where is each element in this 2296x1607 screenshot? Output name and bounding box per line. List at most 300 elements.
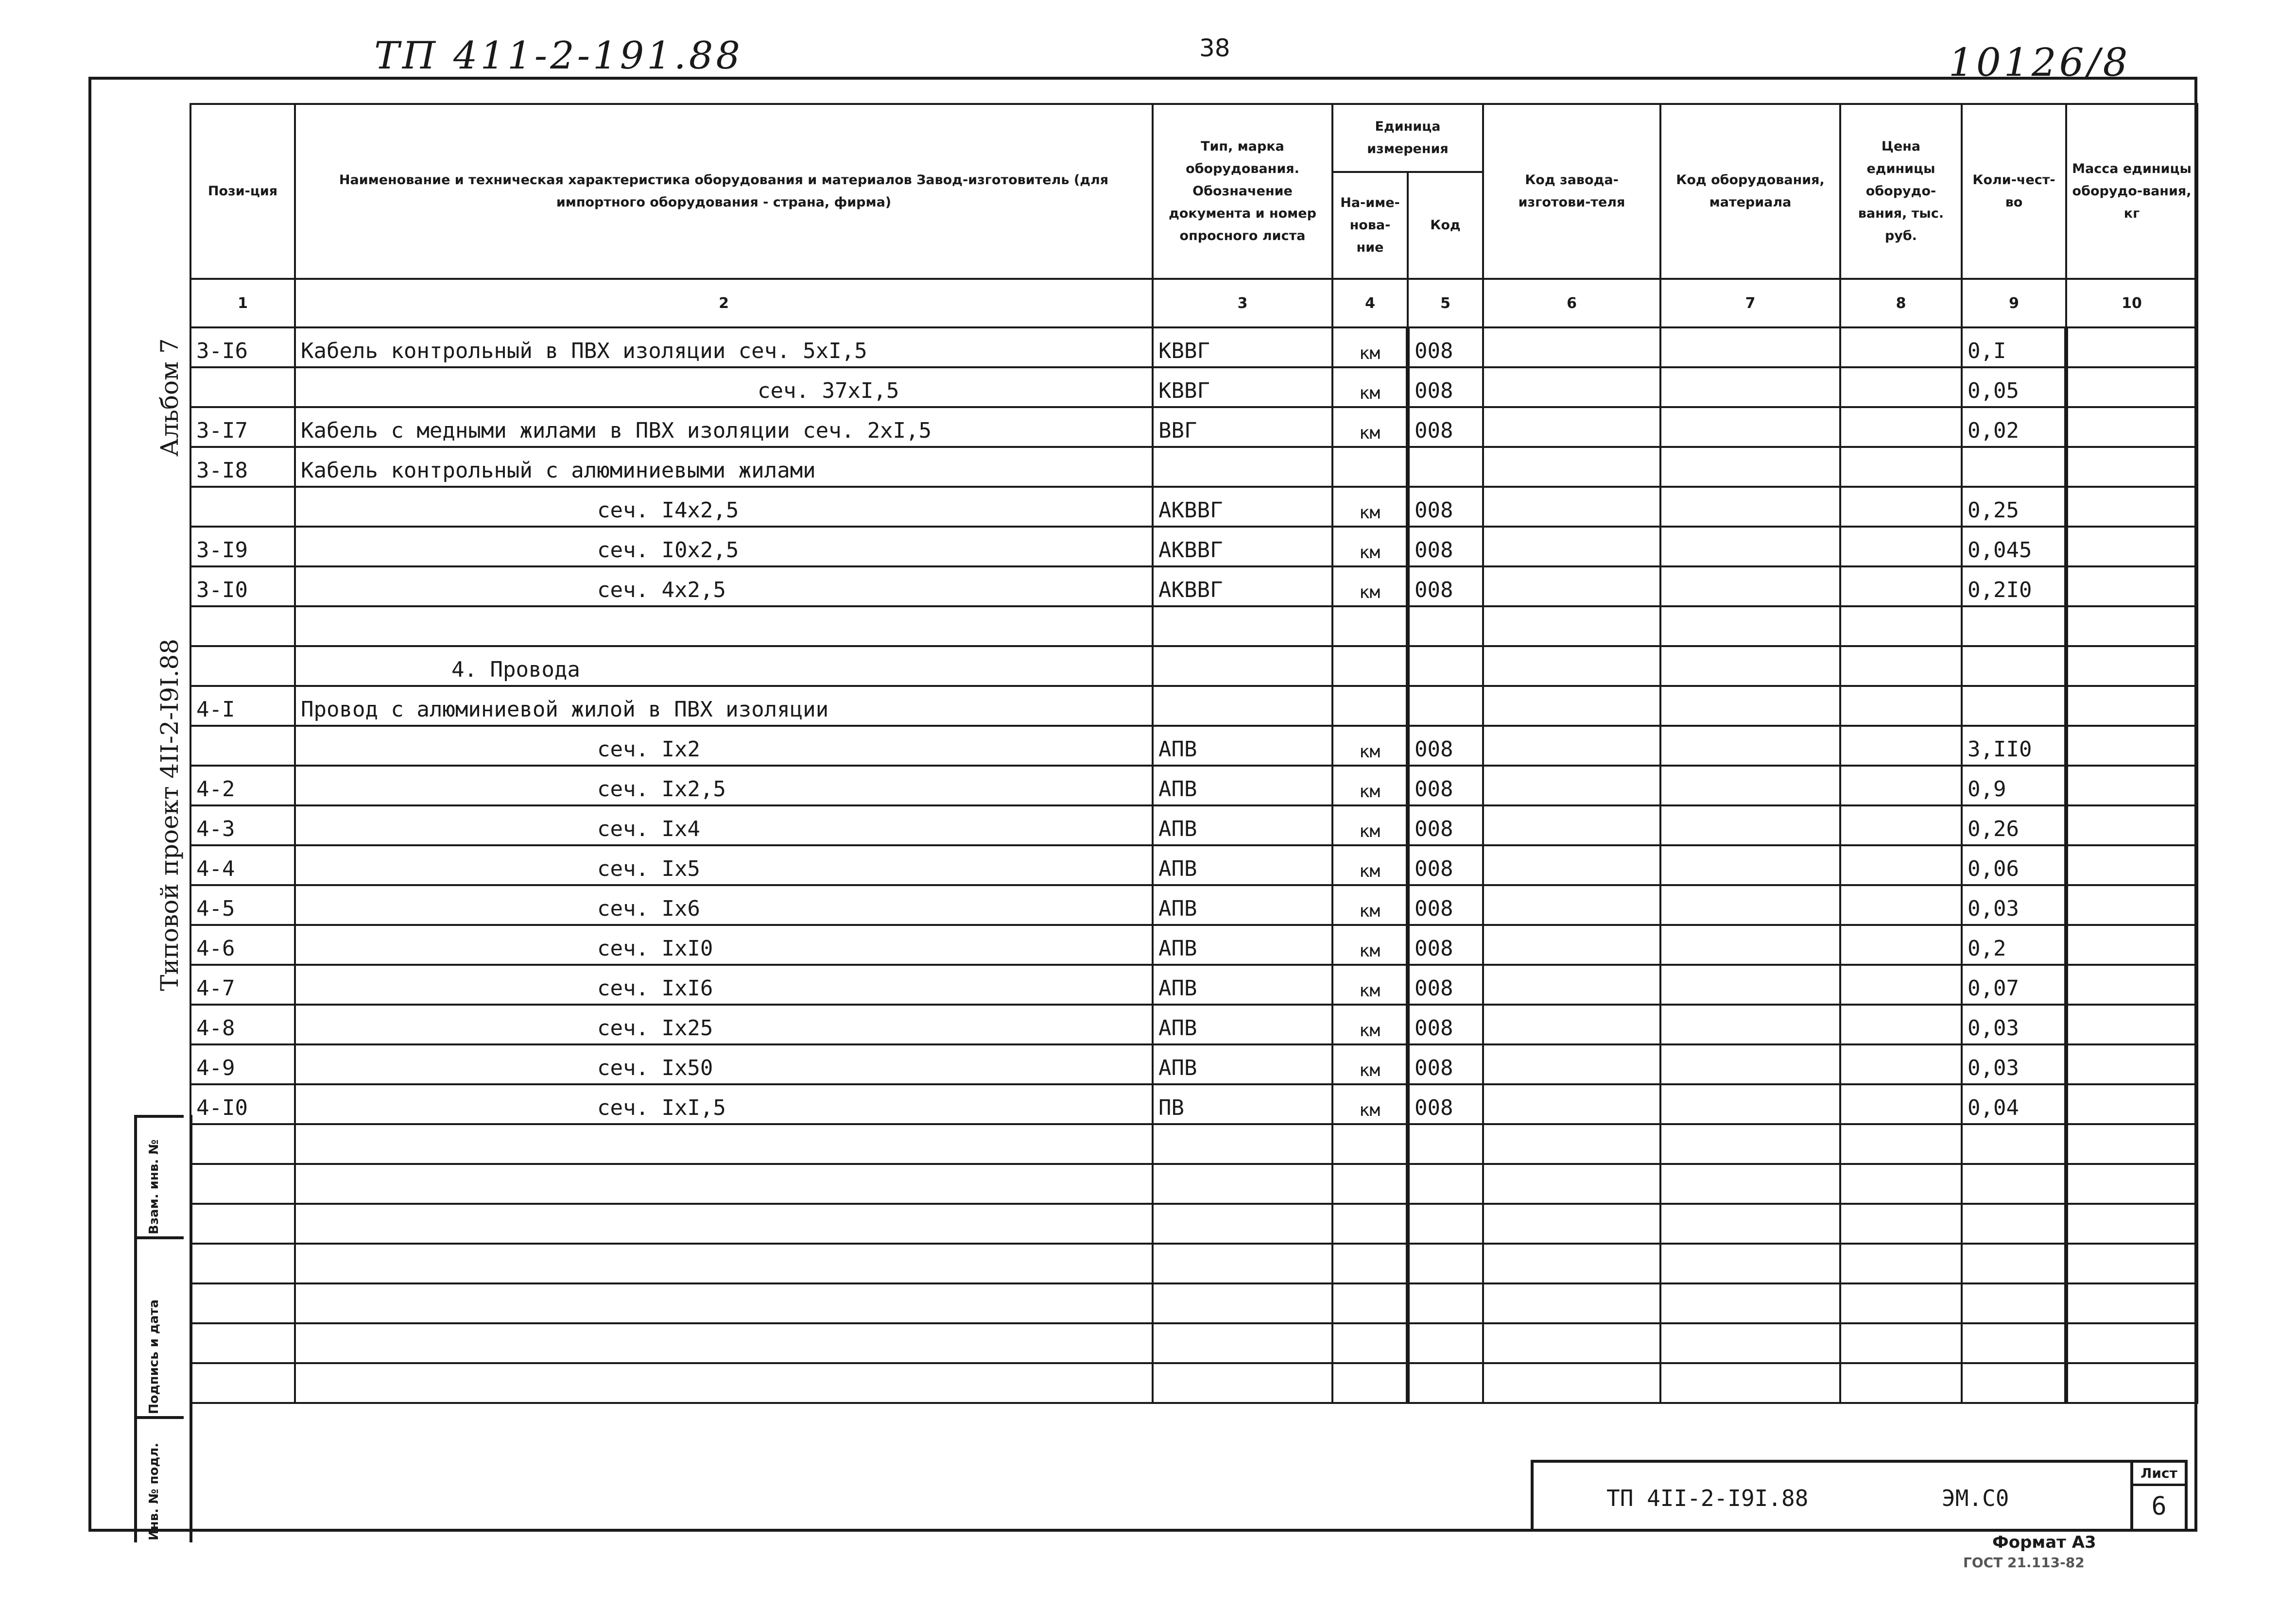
row-price [1840,1005,1962,1044]
blank-cell [295,1283,1153,1323]
row-quantity: 0,25 [1962,487,2066,527]
blank-cell [295,1204,1153,1244]
row-mass [2066,566,2197,606]
row-type: АПВ [1153,925,1332,965]
row-type [1153,606,1332,646]
row-mass [2066,885,2197,925]
table-row [190,606,2197,646]
row-unit-code [1408,606,1483,646]
row-quantity: 3,II0 [1962,726,2066,766]
row-unit-code: 008 [1408,327,1483,367]
table-row [190,407,2197,447]
row-unit [1332,686,1408,726]
row-name: сеч. IхI6 [295,965,1153,1005]
blank-cell [1408,1164,1483,1204]
row-quantity: 0,9 [1962,766,2066,805]
row-quantity [1962,686,2066,726]
row-quantity: 0,2I0 [1962,566,2066,606]
column-number: 7 [1660,279,1840,327]
column-number: 4 [1332,279,1408,327]
blank-cell [1332,1164,1408,1204]
blank-cell [1840,1363,1962,1403]
row-equipment-code [1660,686,1840,726]
row-position: 4-9 [190,1044,295,1084]
row-unit: км [1332,845,1408,885]
row-factory-code [1483,766,1660,805]
blank-cell [295,1124,1153,1164]
row-name: сеч. IхI,5 [295,1084,1153,1124]
row-name: сеч. Iх2 [295,726,1153,766]
blank-cell [1153,1204,1332,1244]
column-number: 2 [295,279,1153,327]
table-row [190,566,2197,606]
row-name: Кабель с медными жилами в ПВХ изоляции сеч. 2хI,5 [295,407,1153,447]
row-unit: км [1332,487,1408,527]
blank-cell [1153,1124,1332,1164]
blank-cell [1332,1124,1408,1164]
row-price [1840,686,1962,726]
row-mass [2066,1084,2197,1124]
row-equipment-code [1660,805,1840,845]
header-unit-group: Единица измерения [1332,104,1483,172]
row-factory-code [1483,925,1660,965]
blank-row [190,1204,2197,1244]
blank-cell [1332,1283,1408,1323]
row-unit: км [1332,766,1408,805]
row-factory-code [1483,885,1660,925]
row-price [1840,885,1962,925]
row-type: КВВГ [1153,367,1332,407]
row-unit-code: 008 [1408,487,1483,527]
row-type: АПВ [1153,805,1332,845]
row-equipment-code [1660,527,1840,566]
row-name: сеч. Iх4 [295,805,1153,845]
format-label: Формат А3 [1992,1533,2096,1552]
row-equipment-code [1660,367,1840,407]
row-name: сеч. IхI0 [295,925,1153,965]
row-name: сеч. I4х2,5 [295,487,1153,527]
blank-cell [1483,1323,1660,1363]
blank-row [190,1363,2197,1403]
blank-cell [2066,1244,2197,1283]
blank-cell [1962,1124,2066,1164]
blank-cell [295,1363,1153,1403]
blank-rows [190,1124,2197,1403]
row-name: Кабель контрольный с алюминиевыми жилами [295,447,1153,487]
row-price [1840,327,1962,367]
row-unit: км [1332,885,1408,925]
row-position: 4-4 [190,845,295,885]
stamp-column [134,1115,192,1542]
blank-cell [1408,1124,1483,1164]
title-doc-mark: ЭМ.С0 [1942,1485,2009,1511]
row-type: АПВ [1153,766,1332,805]
blank-cell [190,1164,295,1204]
row-equipment-code [1660,447,1840,487]
blank-cell [1483,1244,1660,1283]
row-factory-code [1483,1084,1660,1124]
blank-cell [1962,1244,2066,1283]
row-price [1840,367,1962,407]
page-number: 38 [1199,34,1230,62]
row-factory-code [1483,566,1660,606]
row-unit-code: 008 [1408,925,1483,965]
blank-cell [2066,1164,2197,1204]
header-price: Цена единицы оборудо-вания, тыс. руб. [1840,104,1962,279]
row-position: 3-I6 [190,327,295,367]
blank-cell [1840,1244,1962,1283]
header-mass: Масса единицы оборудо-вания, кг [2066,104,2197,279]
column-number: 5 [1408,279,1483,327]
stamp-label-inventory: Инв. № подл. [147,1442,161,1540]
row-price [1840,646,1962,686]
row-mass [2066,527,2197,566]
row-unit [1332,646,1408,686]
row-unit: км [1332,566,1408,606]
row-quantity: 0,06 [1962,845,2066,885]
row-position: 4-I [190,686,295,726]
blank-cell [1660,1363,1840,1403]
row-type: КВВГ [1153,327,1332,367]
row-price [1840,925,1962,965]
row-mass [2066,1044,2197,1084]
row-quantity: 0,02 [1962,407,2066,447]
row-unit-code: 008 [1408,726,1483,766]
row-unit: км [1332,527,1408,566]
row-unit [1332,447,1408,487]
header-unit-name: На-име-нова-ние [1332,172,1408,279]
blank-cell [1660,1164,1840,1204]
row-mass [2066,1005,2197,1044]
blank-cell [1332,1363,1408,1403]
blank-cell [1660,1204,1840,1244]
row-equipment-code [1660,726,1840,766]
row-unit: км [1332,1084,1408,1124]
row-quantity: 0,03 [1962,1005,2066,1044]
table-row [190,885,2197,925]
stamp-label-replacement: Взам. инв. № [147,1139,161,1234]
blank-cell [1153,1363,1332,1403]
row-name: Провод с алюминиевой жилой в ПВХ изоляции [295,686,1153,726]
row-factory-code [1483,686,1660,726]
row-equipment-code [1660,1084,1840,1124]
row-price [1840,1084,1962,1124]
blank-cell [190,1283,295,1323]
column-number-row [190,279,2197,327]
row-equipment-code [1660,606,1840,646]
row-unit: км [1332,1044,1408,1084]
row-unit: км [1332,965,1408,1005]
row-equipment-code [1660,327,1840,367]
blank-cell [1840,1323,1962,1363]
row-unit: км [1332,925,1408,965]
row-equipment-code [1660,965,1840,1005]
row-factory-code [1483,965,1660,1005]
blank-cell [1840,1283,1962,1323]
row-quantity: 0,2 [1962,925,2066,965]
table-row [190,1005,2197,1044]
row-quantity: 0,05 [1962,367,2066,407]
row-equipment-code [1660,1005,1840,1044]
table-row [190,965,2197,1005]
row-factory-code [1483,367,1660,407]
row-type: АПВ [1153,1044,1332,1084]
title-block [1531,1460,2133,1532]
header-position: Пози-ция [190,104,295,279]
blank-cell [1962,1363,2066,1403]
row-quantity [1962,447,2066,487]
row-price [1840,566,1962,606]
blank-cell [1660,1323,1840,1363]
row-unit-code: 008 [1408,805,1483,845]
table-row [190,686,2197,726]
blank-cell [1962,1323,2066,1363]
header-quantity: Коли-чест-во [1962,104,2066,279]
header-equipment-code: Код оборудования, материала [1660,104,1840,279]
row-unit-code: 008 [1408,965,1483,1005]
blank-cell [190,1124,295,1164]
row-name: 4. Провода [295,646,1153,686]
row-price [1840,527,1962,566]
table-row [190,487,2197,527]
row-quantity [1962,646,2066,686]
blank-cell [1153,1164,1332,1204]
blank-cell [1483,1363,1660,1403]
row-type [1153,686,1332,726]
row-quantity: 0,07 [1962,965,2066,1005]
row-position: 4-I0 [190,1084,295,1124]
sheet-box [2133,1460,2188,1532]
row-equipment-code [1660,407,1840,447]
blank-row [190,1124,2197,1164]
row-mass [2066,726,2197,766]
row-type: ПВ [1153,1084,1332,1124]
row-price [1840,965,1962,1005]
blank-cell [1840,1164,1962,1204]
row-position: 4-8 [190,1005,295,1044]
row-factory-code [1483,447,1660,487]
row-position: 4-7 [190,965,295,1005]
row-unit-code [1408,646,1483,686]
row-type: АКВВГ [1153,487,1332,527]
row-type: АКВВГ [1153,527,1332,566]
row-price [1840,845,1962,885]
blank-cell [1408,1283,1483,1323]
row-position: 4-3 [190,805,295,845]
row-unit-code: 008 [1408,885,1483,925]
blank-cell [1962,1204,2066,1244]
blank-cell [1332,1244,1408,1283]
row-quantity: 0,I [1962,327,2066,367]
blank-cell [1153,1283,1332,1323]
row-name: сеч. Iх25 [295,1005,1153,1044]
sheet-label: Лист [2133,1463,2185,1486]
row-factory-code [1483,805,1660,845]
row-mass [2066,805,2197,845]
row-unit-code: 008 [1408,1084,1483,1124]
row-unit-code [1408,686,1483,726]
gost-label: ГОСТ 21.113-82 [1963,1555,2085,1571]
table-row [190,1044,2197,1084]
row-equipment-code [1660,1044,1840,1084]
blank-cell [1840,1124,1962,1164]
blank-cell [295,1323,1153,1363]
blank-cell [1840,1204,1962,1244]
row-unit: км [1332,327,1408,367]
row-price [1840,447,1962,487]
row-equipment-code [1660,487,1840,527]
blank-cell [1408,1204,1483,1244]
column-number: 10 [2066,279,2197,327]
row-unit: км [1332,367,1408,407]
blank-row [190,1164,2197,1204]
row-mass [2066,766,2197,805]
table-row [190,447,2197,487]
column-number: 6 [1483,279,1660,327]
blank-cell [2066,1124,2197,1164]
row-type: АПВ [1153,845,1332,885]
handwritten-document-code: ТП 411-2-191.88 [374,34,743,78]
title-doc-number: ТП 4II-2-I9I.88 [1606,1485,1809,1511]
stamp-cell-replacement [137,1115,184,1236]
row-type: АПВ [1153,726,1332,766]
row-position [190,487,295,527]
row-unit-code: 008 [1408,766,1483,805]
row-equipment-code [1660,885,1840,925]
handwritten-sheet-code: 10126/8 [1949,40,2131,85]
blank-cell [1483,1204,1660,1244]
blank-cell [1153,1323,1332,1363]
blank-cell [2066,1204,2197,1244]
row-quantity: 0,26 [1962,805,2066,845]
row-quantity: 0,03 [1962,1044,2066,1084]
row-mass [2066,487,2197,527]
row-unit-code: 008 [1408,566,1483,606]
row-position [190,367,295,407]
row-unit-code: 008 [1408,367,1483,407]
column-number: 9 [1962,279,2066,327]
row-mass [2066,407,2197,447]
table-row [190,766,2197,805]
row-equipment-code [1660,925,1840,965]
row-unit-code: 008 [1408,527,1483,566]
row-factory-code [1483,1044,1660,1084]
blank-row [190,1244,2197,1283]
row-price [1840,606,1962,646]
blank-cell [190,1204,295,1244]
header-factory-code: Код завода-изготови-теля [1483,104,1660,279]
row-name: сеч. I0х2,5 [295,527,1153,566]
row-equipment-code [1660,766,1840,805]
row-factory-code [1483,845,1660,885]
row-mass [2066,686,2197,726]
table-row [190,646,2197,686]
blank-cell [190,1363,295,1403]
row-quantity: 0,045 [1962,527,2066,566]
album-label: Альбом 7 [155,338,184,457]
row-mass [2066,606,2197,646]
table-row [190,925,2197,965]
blank-cell [1660,1124,1840,1164]
row-unit-code: 008 [1408,1044,1483,1084]
blank-cell [1660,1244,1840,1283]
row-factory-code [1483,327,1660,367]
row-factory-code [1483,527,1660,566]
blank-row [190,1323,2197,1363]
table-row [190,327,2197,367]
stamp-label-signature: Подпись и дата [147,1299,161,1414]
row-type [1153,646,1332,686]
row-position: 3-I0 [190,566,295,606]
blank-cell [1332,1323,1408,1363]
row-position: 3-I8 [190,447,295,487]
blank-cell [190,1244,295,1283]
row-position [190,726,295,766]
row-price [1840,407,1962,447]
stamp-cell-signature [137,1236,184,1416]
column-number: 1 [190,279,295,327]
row-type: АПВ [1153,965,1332,1005]
row-position: 4-5 [190,885,295,925]
blank-cell [1962,1164,2066,1204]
row-unit-code: 008 [1408,1005,1483,1044]
blank-cell [295,1164,1153,1204]
row-name: сеч. Iх50 [295,1044,1153,1084]
row-mass [2066,845,2197,885]
header-type: Тип, марка оборудования. Обозначение документа и номер опросного листа [1153,104,1332,279]
row-name: сеч. 37хI,5 [295,367,1153,407]
row-mass [2066,327,2197,367]
blank-cell [2066,1363,2197,1403]
row-name: сеч. Iх6 [295,885,1153,925]
table-row [190,726,2197,766]
row-name [295,606,1153,646]
row-factory-code [1483,726,1660,766]
project-label: Типовой проект 4II-2-I9I.88 [155,638,184,991]
column-number: 8 [1840,279,1962,327]
row-unit-code [1408,447,1483,487]
row-position [190,606,295,646]
row-mass [2066,447,2197,487]
row-quantity: 0,04 [1962,1084,2066,1124]
blank-cell [190,1323,295,1363]
blank-cell [1408,1363,1483,1403]
row-factory-code [1483,1005,1660,1044]
row-type: ВВГ [1153,407,1332,447]
row-unit: км [1332,726,1408,766]
blank-cell [1483,1283,1660,1323]
row-factory-code [1483,407,1660,447]
row-position: 4-2 [190,766,295,805]
row-name: Кабель контрольный в ПВХ изоляции сеч. 5хI,5 [295,327,1153,367]
sheet-number: 6 [2151,1492,2167,1521]
row-position [190,646,295,686]
blank-cell [1408,1323,1483,1363]
row-mass [2066,367,2197,407]
row-quantity: 0,03 [1962,885,2066,925]
row-position: 4-6 [190,925,295,965]
row-name: сеч. Iх5 [295,845,1153,885]
blank-cell [2066,1323,2197,1363]
row-mass [2066,925,2197,965]
table-row [190,845,2197,885]
column-number: 3 [1153,279,1332,327]
row-price [1840,766,1962,805]
row-unit [1332,606,1408,646]
row-name: сеч. Iх2,5 [295,766,1153,805]
row-position: 3-I7 [190,407,295,447]
row-type: АПВ [1153,885,1332,925]
